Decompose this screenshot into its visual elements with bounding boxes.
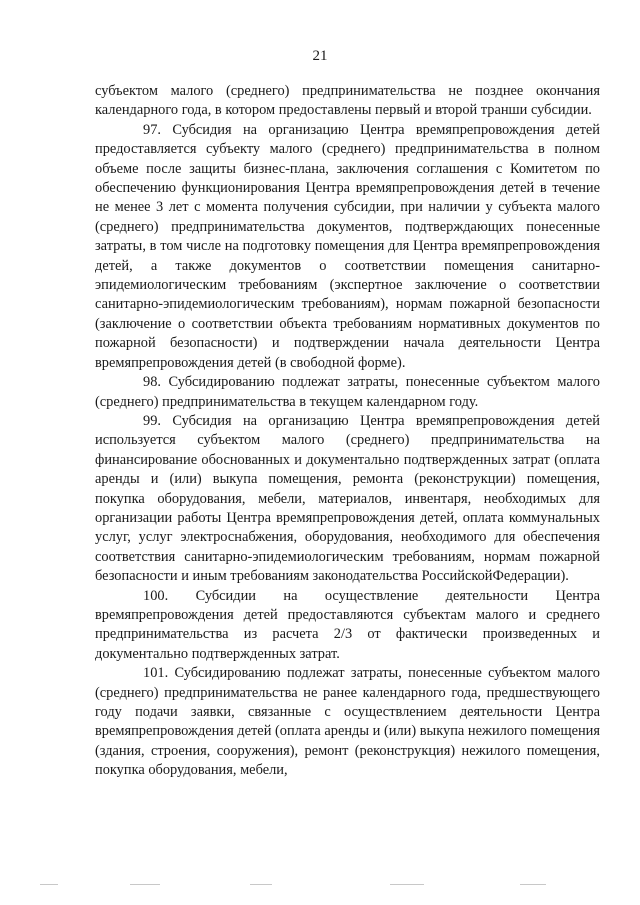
document-body: [95, 82, 600, 781]
paragraph-continuation: субъектом малого (среднего) предпринимательства не позднее окончания календарного года, в котором предоставлены первый и второй транши субсидии.: [95, 83, 600, 119]
paragraph-98: 98. Субсидированию подлежат затраты, понесенные субъектом малого (среднего) предпринимательства в текущем календарном году.: [95, 374, 600, 410]
paragraph-101: 101. Субсидированию подлежат затраты, понесенные субъектом малого (среднего) предпринимательства не ранее календарного года, предшествующего году подачи заявки, связанные с осуществлением деятельности Центра времяпрепровождения детей (оплата аренды и (или) выкупа нежилого помещения (здания, строения, сооружения), ремонт (реконструкция) нежилого помещения, покупка оборудования, мебели,: [95, 665, 600, 779]
scan-speck: [130, 884, 160, 885]
scan-speck: [40, 884, 58, 885]
page-number: 21: [312, 48, 328, 64]
scan-speck: [390, 884, 424, 885]
scan-speck: [250, 884, 272, 885]
scan-speck: [520, 884, 546, 885]
paragraph-99: 99. Субсидия на организацию Центра времяпрепровождения детей используется субъектом малого (среднего) предпринимательства на финансирование обоснованных и документально подтвержденных затрат (оплата аренды и (или) выкупа помещения, ремонта (реконструкции) помещения, покупка оборудования, мебели, материалов, инвентаря, необходимых для организации работы Центра времяпрепровождения детей, оплата коммунальных услуг, услуг электроснабжения, оборудования, необходимого для обеспечения соответствия санитарно-эпидемиологическим требованиям, нормам пожарной безопасности и иным требованиям законодательства РоссийскойФедерации).: [95, 412, 600, 585]
scan-noise: [0, 880, 640, 890]
paragraph-100: 100. Субсидии на осуществление деятельности Центра времяпрепровождения детей предоставляются субъектам малого и среднего предпринимательства из расчета 2/3 от фактически произведенных и документально подтвержденных затрат.: [95, 587, 600, 662]
paragraph-97: 97. Субсидия на организацию Центра времяпрепровождения детей предоставляется субъекту малого (среднего) предпринимательства в полном объеме после защиты бизнес-плана, заключения соглашения с Комитетом по обеспечению функционирования Центра времяпрепровождения детей в течение не менее 3 лет с момента получения субсидии, при наличии у субъекта малого (среднего) предпринимательства документов, подтверждающих понесенные затраты, в том числе на подготовку помещения для Центра времяпрепровождения детей, а также документов о соответствии помещения санитарно-эпидемиологическим требованиям (экспертное заключение о соответствии санитарно-эпидемиологическим требованиям), нормам пожарной безопасности (заключение о соответствии объекта требованиям нормативных документов по пожарной безопасности) и подтверждении начала деятельности Центра времяпрепровождения детей (в свободной форме).: [95, 121, 600, 371]
